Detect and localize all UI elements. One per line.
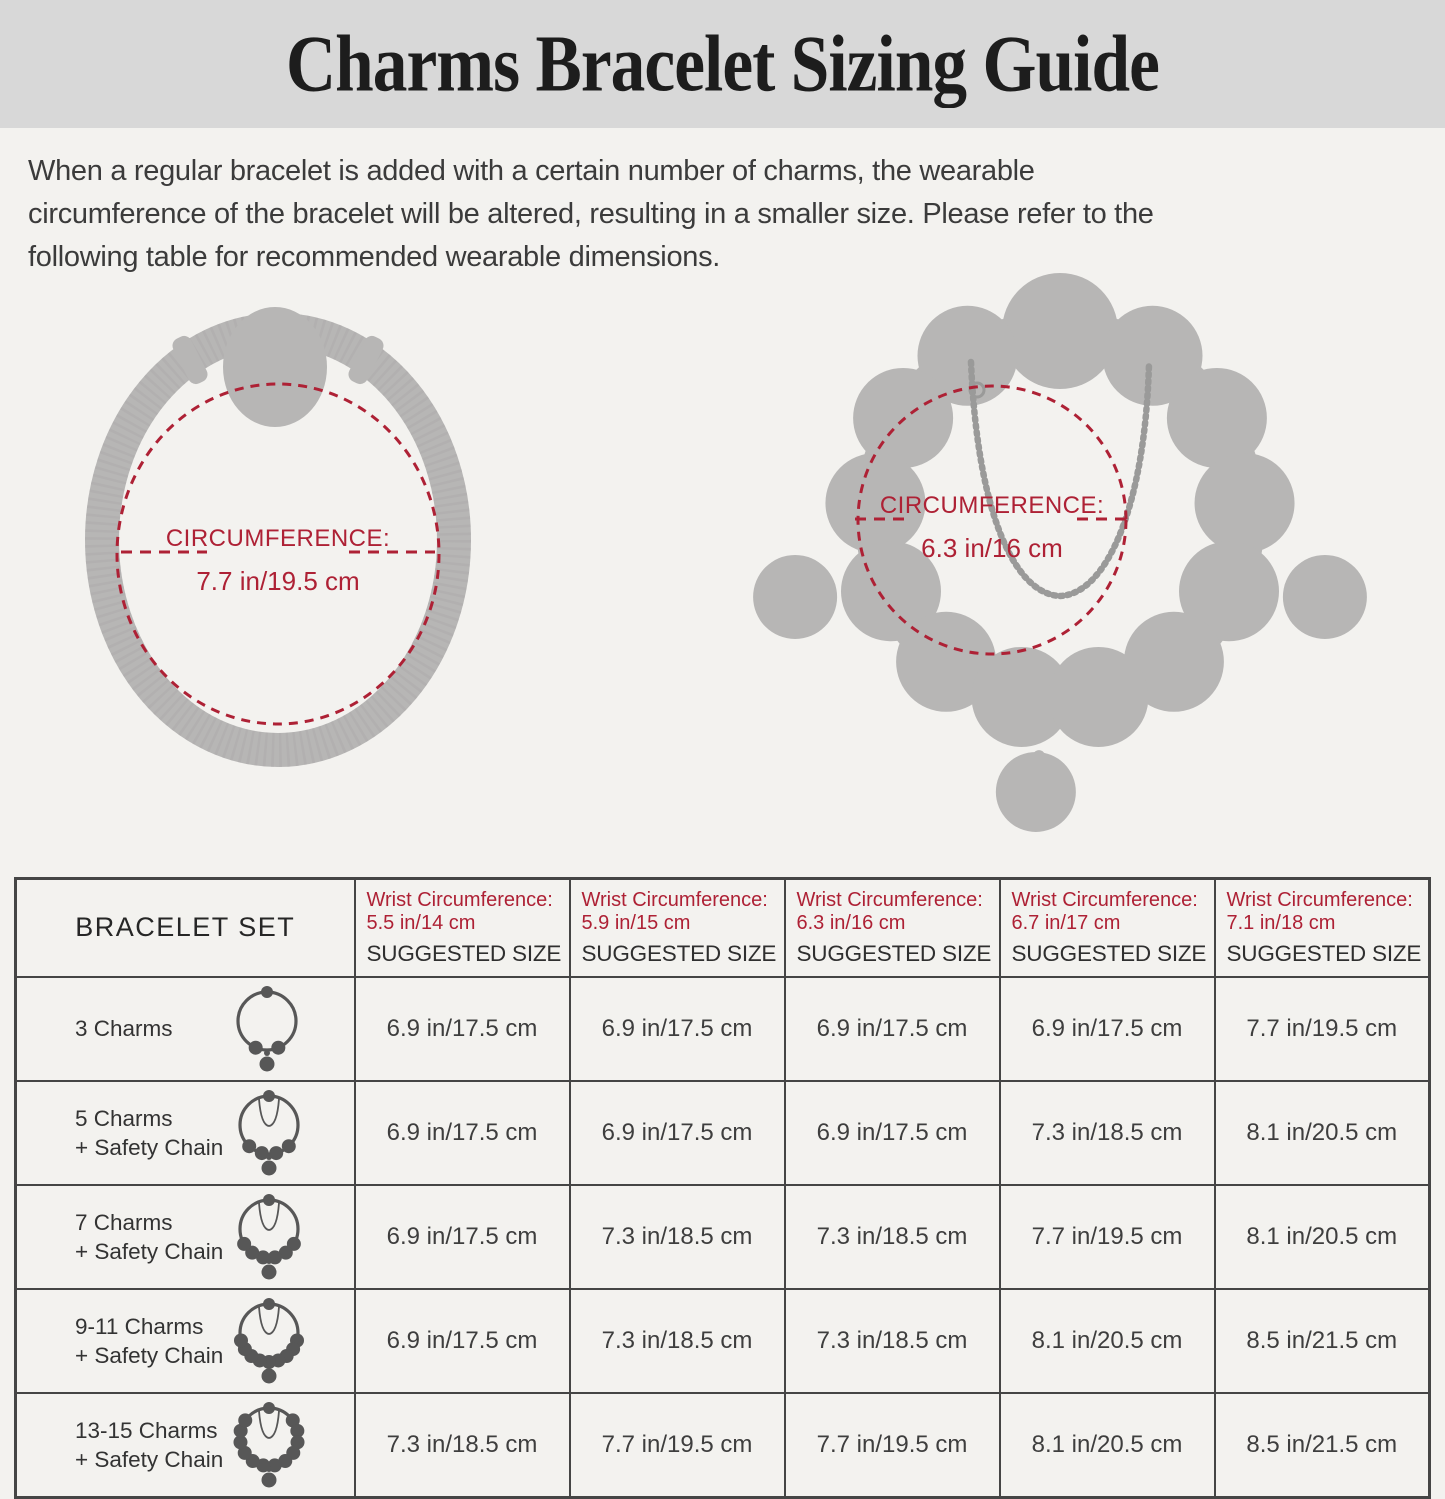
charm-bead (1048, 647, 1148, 747)
suggested-size-label: SUGGESTED SIZE (1011, 940, 1207, 966)
bracelet-5-charms-icon (223, 1083, 315, 1183)
bracelet-set-cell (16, 1185, 355, 1289)
suggested-size-label: SUGGESTED SIZE (581, 940, 777, 966)
table-row (16, 1081, 1430, 1185)
wrist-circumference-size: 5.9 in/15 cm (581, 912, 691, 935)
circumference-value: 6.3 in/16 cm (921, 533, 1063, 563)
intro-line-3: following table for recommended wearable dimensions. (28, 241, 721, 273)
bracelet-set-line: 3 Charms (75, 1016, 173, 1041)
icon-dangle-dot (262, 1368, 277, 1383)
suggested-size-cell: 8.1 in/20.5 cm (1215, 1185, 1430, 1289)
suggested-size-cell: 6.9 in/17.5 cm (785, 977, 1000, 1081)
intro-line-1: When a regular bracelet is added with a certain number of charms, the wearable (28, 155, 1035, 187)
icon-charm-dot (237, 1236, 251, 1250)
sizing-table-body (16, 977, 1430, 1498)
bracelet-set-label (75, 1104, 223, 1162)
icon-dangle-link (266, 1258, 272, 1264)
suggested-size-cell: 7.7 in/19.5 cm (785, 1393, 1000, 1498)
bracelet-set-header: BRACELET SET (16, 879, 355, 977)
suggested-size-cell: 8.5 in/21.5 cm (1215, 1393, 1430, 1498)
dangle-charm (753, 555, 837, 639)
suggested-size-cell: 6.9 in/17.5 cm (785, 1081, 1000, 1185)
icon-charm-dot (271, 1040, 285, 1054)
suggested-size-cell: 7.3 in/18.5 cm (570, 1289, 785, 1393)
icon-charm-dot (282, 1139, 296, 1153)
suggested-size-label: SUGGESTED SIZE (1226, 940, 1422, 966)
circumference-dashed-circle (117, 384, 439, 724)
wrist-circumference-size: 5.5 in/14 cm (366, 912, 476, 935)
bracelet-set-label (75, 1014, 173, 1043)
wrist-circumference-size: 7.1 in/18 cm (1226, 912, 1336, 935)
suggested-size-cell: 7.7 in/19.5 cm (1215, 977, 1430, 1081)
icon-clasp-dot (263, 1194, 275, 1206)
suggested-size-cell: 7.3 in/18.5 cm (1000, 1081, 1215, 1185)
icon-safety-chain (259, 1203, 279, 1230)
wrist-circumference-header (1215, 879, 1430, 977)
wrist-circumference-label: Wrist Circumference: (366, 888, 553, 911)
bracelet-set-line: + Safety Chain (75, 1238, 224, 1264)
icon-dangle-link (266, 1466, 272, 1472)
bracelet-3-charms-icon (221, 979, 313, 1079)
bracelet-set-cell (16, 1081, 355, 1185)
bracelet-set-line: + Safety Chain (75, 1342, 224, 1368)
bracelet-9-11-charms-icon (223, 1291, 315, 1391)
wrist-circumference-header (355, 879, 570, 977)
header-row (16, 879, 1430, 977)
wrist-circumference-size: 6.7 in/17 cm (1011, 912, 1121, 935)
table-row (16, 1289, 1430, 1393)
icon-clasp-dot (263, 1090, 275, 1102)
icon-dangle-link (266, 1362, 272, 1368)
dangle-charm (1283, 555, 1367, 639)
wrist-circumference-label: Wrist Circumference: (581, 888, 768, 911)
icon-dangle-dot (262, 1160, 277, 1175)
bracelet-clasp (223, 307, 327, 427)
icon-charm-dot (238, 1413, 252, 1427)
table-row (16, 1185, 1430, 1289)
icon-dangle-dot (262, 1264, 277, 1279)
bracelet-set-label (75, 1208, 223, 1266)
suggested-size-label: SUGGESTED SIZE (796, 940, 992, 966)
bracelet-set-wrap (75, 1083, 353, 1183)
bracelet-set-line: 7 Charms (75, 1209, 173, 1235)
bracelet-set-wrap (75, 979, 353, 1079)
sizing-table-head (16, 879, 1430, 977)
suggested-size-cell: 6.9 in/17.5 cm (1000, 977, 1215, 1081)
suggested-size-cell: 6.9 in/17.5 cm (570, 977, 785, 1081)
header-band (0, 0, 1445, 128)
dangle-charm (996, 752, 1076, 832)
icon-clasp-dot (263, 1402, 275, 1414)
table-row (16, 977, 1430, 1081)
icon-ring (238, 992, 296, 1050)
bracelet-set-line: 5 Charms (75, 1105, 173, 1131)
suggested-size-cell: 8.1 in/20.5 cm (1000, 1289, 1215, 1393)
icon-charm-dot (248, 1040, 262, 1054)
suggested-size-cell: 6.9 in/17.5 cm (355, 1289, 570, 1393)
wrist-circumference-label: Wrist Circumference: (1226, 888, 1413, 911)
suggested-size-cell: 6.9 in/17.5 cm (355, 1081, 570, 1185)
wrist-circumference-label: Wrist Circumference: (1011, 888, 1198, 911)
intro-line-2: circumference of the bracelet will be altered, resulting in a smaller size. Please refer to the (28, 198, 1154, 230)
sizing-table (14, 877, 1431, 1499)
circumference-label: CIRCUMFERENCE: (879, 492, 1105, 519)
wrist-circumference-label: Wrist Circumference: (796, 888, 983, 911)
circumference-label: CIRCUMFERENCE: (165, 525, 391, 552)
bracelet-7-charms-icon (223, 1187, 315, 1287)
suggested-size-cell: 6.9 in/17.5 cm (355, 1185, 570, 1289)
suggested-size-cell: 7.3 in/18.5 cm (355, 1393, 570, 1498)
icon-safety-chain (259, 1099, 279, 1126)
bracelet-set-wrap (75, 1291, 353, 1391)
suggested-size-cell: 7.7 in/19.5 cm (1000, 1185, 1215, 1289)
icon-safety-chain (259, 1411, 279, 1438)
icon-dangle-link (266, 1154, 272, 1160)
wrist-circumference-size: 6.3 in/16 cm (796, 912, 906, 935)
bracelet-set-label (75, 1312, 223, 1370)
suggested-size-label: SUGGESTED SIZE (366, 940, 562, 966)
intro-paragraph (28, 150, 1445, 279)
page-title: Charms Bracelet Sizing Guide (286, 18, 1159, 108)
bracelet-set-line: + Safety Chain (75, 1134, 224, 1160)
icon-charm-dot (242, 1139, 256, 1153)
bracelet-set-wrap (75, 1187, 353, 1287)
icon-dangle-link (264, 1050, 270, 1056)
icon-dangle-dot (259, 1056, 274, 1071)
wrist-circumference-header (570, 879, 785, 977)
clasp-charm (1002, 273, 1118, 389)
suggested-size-cell: 8.5 in/21.5 cm (1215, 1289, 1430, 1393)
suggested-size-cell: 6.9 in/17.5 cm (570, 1081, 785, 1185)
suggested-size-cell: 8.1 in/20.5 cm (1215, 1081, 1430, 1185)
illustrations (0, 279, 1445, 871)
bracelet-set-cell (16, 977, 355, 1081)
plain-bracelet-illustration (55, 295, 505, 800)
icon-dangle-dot (262, 1472, 277, 1487)
icon-clasp-dot (261, 986, 273, 998)
charm-bracelet-illustration (725, 272, 1385, 862)
bracelet-set-line: + Safety Chain (75, 1446, 224, 1472)
suggested-size-cell: 8.1 in/20.5 cm (1000, 1393, 1215, 1498)
suggested-size-cell: 6.9 in/17.5 cm (355, 977, 570, 1081)
suggested-size-cell: 7.3 in/18.5 cm (785, 1289, 1000, 1393)
suggested-size-cell: 7.3 in/18.5 cm (785, 1185, 1000, 1289)
suggested-size-cell: 7.3 in/18.5 cm (570, 1185, 785, 1289)
circumference-value: 7.7 in/19.5 cm (196, 566, 360, 596)
icon-clasp-dot (263, 1298, 275, 1310)
charm-bead (1195, 453, 1295, 553)
icon-safety-chain (259, 1307, 279, 1334)
bracelet-set-cell (16, 1289, 355, 1393)
icon-charm-dot (234, 1333, 248, 1347)
wrist-circumference-header (785, 879, 1000, 977)
wrist-circumference-header (1000, 879, 1215, 977)
bracelet-set-line: 13-15 Charms (75, 1417, 218, 1443)
charm-bead (1167, 368, 1267, 468)
bracelet-set-line: 9-11 Charms (75, 1313, 204, 1339)
suggested-size-cell: 7.7 in/19.5 cm (570, 1393, 785, 1498)
